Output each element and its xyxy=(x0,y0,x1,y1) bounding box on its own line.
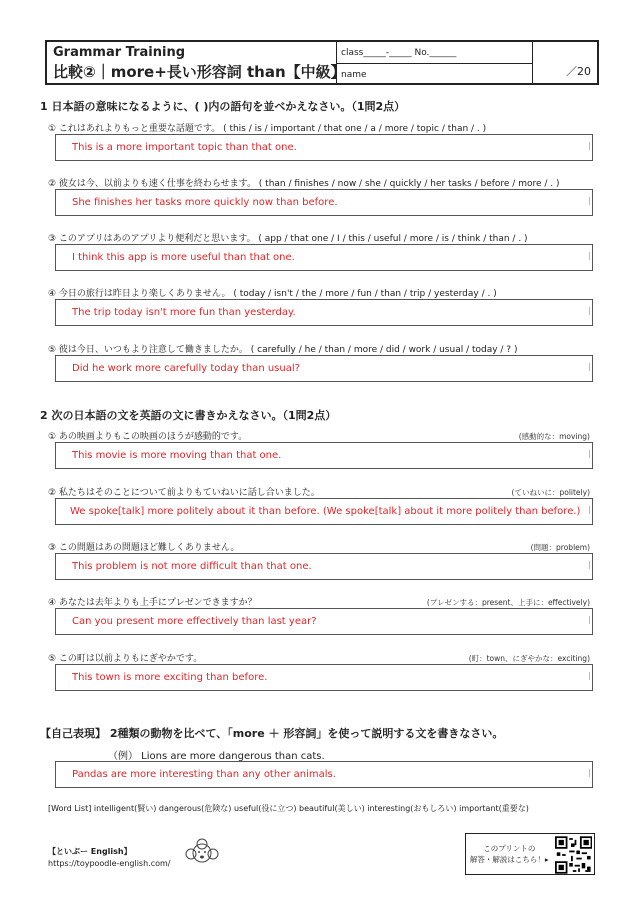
class-row xyxy=(337,42,532,64)
s1-q5-label: ⑤ 彼は今日、いつもより注意して働きましたか。 ( carefully / he / than / more / did / work / usual / today / ? ) xyxy=(48,345,518,355)
title-cell xyxy=(47,42,346,83)
s2-q5-hint: (町：town、にぎやかな：exciting) xyxy=(468,654,590,663)
brand-name: 【といぷー English】 xyxy=(48,847,132,856)
s2-q1-answer: This movie is more moving than that one. xyxy=(72,450,282,461)
s2-q4-answer-box[interactable] xyxy=(55,608,593,635)
class-label: class xyxy=(341,48,364,58)
section3-title: 【自己表現】 2種類の動物を比べて、「more ＋ 形容詞」を使って説明する文を書きなさい。 xyxy=(40,727,504,740)
s3-answer: Pandas are more interesting than any other animals. xyxy=(72,769,336,780)
name-label: name xyxy=(341,70,367,80)
s2-q2-answer-box[interactable] xyxy=(55,498,593,525)
promo-line1: このプリントの xyxy=(483,844,536,853)
subject-label: Grammar Training xyxy=(53,45,186,60)
s1-q3-answer-box[interactable] xyxy=(55,244,593,271)
qr-code-icon[interactable] xyxy=(555,836,592,874)
brand-block xyxy=(48,846,171,870)
no-label: No. xyxy=(414,48,430,58)
score-cell xyxy=(533,42,597,83)
s2-q4-label: ④ あなたは去年よりも上手にプレゼンできますか？ xyxy=(48,598,257,608)
s1-q1-answer: This is a more important topic than that one. xyxy=(72,142,297,153)
worksheet-header xyxy=(45,40,599,85)
score-total: ／20 xyxy=(566,65,591,78)
s2-q2-hint: (ていねいに：politely) xyxy=(511,488,590,497)
s2-q3-answer-box[interactable] xyxy=(55,553,593,580)
s1-q3-label: ③ このアプリはあのアプリより便利だと思います。 ( app / that one / I / this / useful / more / is / think / than / . ) xyxy=(48,234,528,244)
s1-q3-answer: I think this app is more useful than that one. xyxy=(72,252,295,263)
s2-q5-answer-box[interactable] xyxy=(55,664,593,691)
s2-q2-label: ② 私たちはそのことについて前よりもていねいに話し合いました。 xyxy=(48,488,320,498)
s2-q4-answer: Can you present more effectively than last year? xyxy=(72,616,317,627)
s1-q2-answer: She finishes her tasks more quickly now than before. xyxy=(72,197,338,208)
s2-q1-label: ① あの映画よりもこの映画のほうが感動的です。 xyxy=(48,432,248,442)
promo-line2: 解答・解説はこちら！▸ xyxy=(469,855,549,864)
s1-q4-answer: The trip today isn't more fun than yesterday. xyxy=(72,307,296,318)
s1-q1-answer-box[interactable] xyxy=(55,134,593,161)
no-field[interactable]: ______ xyxy=(429,48,457,58)
s2-q1-answer-box[interactable] xyxy=(55,442,593,469)
word-list: [Word List] intelligent(賢い) dangerous(危険な) useful(役に立つ) beautiful(美しい) interesting(おもしろい) important(重要な) xyxy=(48,804,529,813)
name-row[interactable] xyxy=(337,64,532,83)
answer-promo-box[interactable] xyxy=(465,833,595,875)
s2-q1-hint: (感動的な：moving) xyxy=(518,432,590,441)
s2-q4-hint: (プレゼンする：present、上手に：effectively) xyxy=(426,598,590,607)
example-sentence: （例） Lions are more dangerous than cats. xyxy=(108,751,325,762)
s1-q2-label: ② 彼女は今、以前よりも速く仕事を終わらせます。 ( than / finishes / now / she / quickly / her tasks / before / more / . ) xyxy=(48,179,560,189)
student-info-cell xyxy=(337,42,533,83)
s2-q2-answer: We spoke[talk] more politely about it than before. (We spoke[talk] about it more politely than before.) xyxy=(70,506,581,517)
s1-q2-answer-box[interactable] xyxy=(55,189,593,216)
promo-text xyxy=(466,834,553,874)
s1-q5-answer-box[interactable] xyxy=(55,355,593,382)
s2-q5-label: ⑤ この町は以前よりもにぎやかです。 xyxy=(48,654,203,664)
s1-q5-answer: Did he work more carefully today than usual? xyxy=(72,363,300,374)
brand-url[interactable]: https://toypoodle-english.com/ xyxy=(48,859,171,868)
s1-q4-label: ④ 今日の旅行は昨日より楽しくありません。 ( today / isn't / the / more / fun / than / trip / yesterday / . ) xyxy=(48,289,497,299)
s3-answer-box[interactable] xyxy=(55,761,593,788)
section1-title: 1 日本語の意味になるように、( )内の語句を並べかえなさい。（1問2点） xyxy=(40,100,406,113)
s2-q3-label: ③ この問題はあの問題ほど難しくありません。 xyxy=(48,543,240,553)
s1-q4-answer-box[interactable] xyxy=(55,299,593,326)
s2-q5-answer: This town is more exciting than before. xyxy=(72,672,268,683)
poodle-logo-icon xyxy=(182,838,222,868)
section2-title: 2 次の日本語の文を英語の文に書きかえなさい。（1問2点） xyxy=(40,409,337,422)
s2-q3-hint: (問題：problem) xyxy=(530,543,590,552)
s1-q1-label: ① これはあれよりもっと重要な話題です。 ( this / is / important / that one / a / more / topic / than / . ) xyxy=(48,124,487,134)
class-field[interactable]: _____-_____ xyxy=(363,48,412,58)
s2-q3-answer: This problem is not more difficult than that one. xyxy=(72,561,312,572)
worksheet-title: 比較②｜more+長い形容詞 than【中級】 xyxy=(53,63,346,81)
